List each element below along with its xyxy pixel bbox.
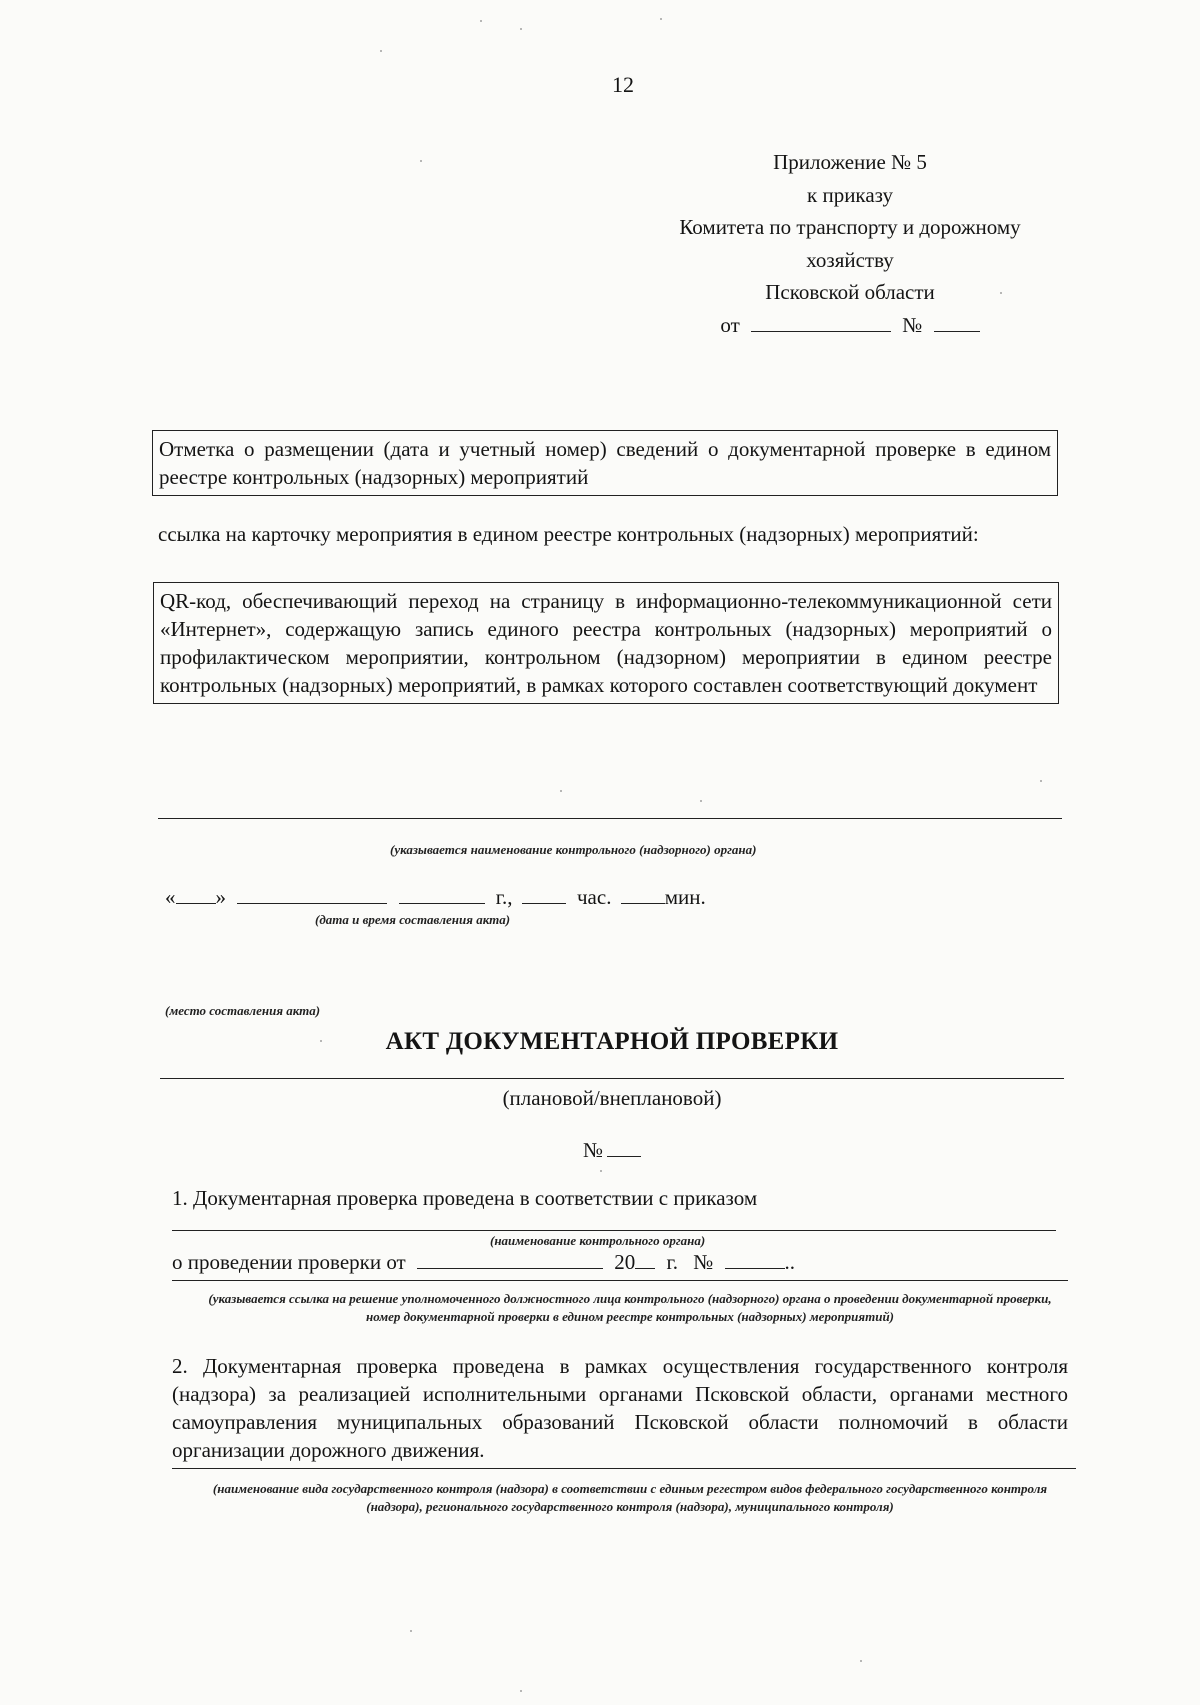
- paragraph-2: 2. Документарная проверка проведена в рамках осуществления государственного контроля (надзора) за реализацией исполнительными органами Псковской области, органами местного самоуправления муниципальных образований Псковской области полномочий в области организации дорожного движения.: [172, 1354, 1068, 1462]
- number-sign: №: [902, 312, 923, 337]
- from-label: от: [720, 312, 740, 337]
- p1-year-blank: [635, 1250, 655, 1269]
- appendix-line: к приказу: [807, 182, 893, 207]
- appendix-header: [640, 146, 1060, 341]
- scan-speck: [410, 1630, 412, 1632]
- month-blank: [237, 885, 387, 904]
- scan-speck: [560, 790, 562, 792]
- page-number: 12: [612, 72, 634, 97]
- scan-speck: [420, 160, 422, 162]
- p1-year-prefix: 20: [614, 1250, 636, 1274]
- open-quote: «: [165, 885, 176, 909]
- scan-speck: [520, 28, 522, 30]
- year-blank: [399, 885, 485, 904]
- scan-speck: [1040, 780, 1042, 782]
- year-label: г.,: [495, 885, 513, 909]
- registry-mark-box: Отметка о размещении (дата и учетный номер) сведений о документарной проверке в едином реестре контрольных (надзорных) мероприятий: [152, 430, 1058, 496]
- scan-speck: [1000, 292, 1002, 294]
- scan-speck: [660, 18, 662, 20]
- close-quote: »: [215, 885, 226, 909]
- p1-organ-hint: (наименование контрольного органа): [490, 1233, 706, 1248]
- p1-end: ..: [784, 1250, 796, 1274]
- place-hint: (место составления акта): [165, 1003, 321, 1018]
- appendix-line: Комитета по транспорту и дорожному: [679, 215, 1021, 239]
- scan-speck: [860, 1660, 862, 1662]
- p1-prefix: о проведении проверки от: [172, 1250, 406, 1274]
- p1-ref-line: [172, 1280, 1068, 1281]
- p2-kind-line: [172, 1468, 1076, 1469]
- act-title: АКТ ДОКУМЕНТАРНОЙ ПРОВЕРКИ: [385, 1028, 839, 1055]
- title-line: [160, 1078, 1064, 1079]
- scan-speck: [600, 1170, 602, 1172]
- day-blank: [176, 885, 216, 904]
- date-time-line: [165, 885, 706, 910]
- p1-number-sign: №: [693, 1250, 714, 1274]
- p1-date-blank: [417, 1250, 603, 1269]
- p2-kind-hint: (наименование вида государственного контроля (надзора) в соответствии с единым регестром видов федерального государственного контроля (надзора), регионального государственного контроля (надзора), муниципального контроля): [212, 1481, 1048, 1514]
- minutes-label: мин.: [664, 885, 706, 909]
- order-number-blank: [934, 313, 980, 332]
- scan-speck: [700, 800, 702, 802]
- act-type: (плановой/внеплановой): [502, 1086, 722, 1110]
- act-number: [160, 1138, 1064, 1163]
- qr-code-box: QR-код, обеспечивающий переход на страницу в информационно-телекоммуникационной сети «Интернет», содержащую запись единого реестра контрольных (надзорных) мероприятий о профилактическом мероприятии, контрольном (надзорном) мероприятии в едином реестре контрольных (надзорных) мероприятий, в рамках которого составлен соответствующий документ: [153, 582, 1059, 704]
- date-time-hint: (дата и время составления акта): [315, 912, 511, 927]
- scan-speck: [480, 20, 482, 22]
- paragraph-1-line1: 1. Документарная проверка проведена в соответствии с приказом: [172, 1186, 758, 1210]
- scan-speck: [380, 50, 382, 52]
- scan-speck: [320, 1040, 322, 1042]
- appendix-line: хозяйству: [806, 247, 894, 272]
- order-date-blank: [751, 313, 891, 332]
- minutes-blank: [621, 885, 665, 904]
- appendix-line: Псковской области: [765, 280, 935, 304]
- number-sign: №: [582, 1138, 604, 1162]
- p1-number-blank: [725, 1250, 785, 1269]
- act-number-blank: [607, 1138, 641, 1157]
- p1-year-suffix: г.: [666, 1250, 678, 1274]
- organ-name-line: [158, 818, 1062, 819]
- registry-link-text: ссылка на карточку мероприятия в едином реестре контрольных (надзорных) мероприятий:: [158, 522, 979, 546]
- hours-blank: [522, 885, 566, 904]
- appendix-line: Приложение № 5: [773, 150, 927, 174]
- p1-organ-line: [172, 1230, 1056, 1231]
- p1-ref-hint: (указывается ссылка на решение уполномоченного должностного лица контрольного (надзорного) органа о проведении документарной проверки, номер документарной проверки в едином реестре контрольных (надзорных) мероприятий): [208, 1291, 1052, 1324]
- scan-speck: [520, 1690, 522, 1692]
- organ-name-hint: (указывается наименование контрольного (надзорного) органа): [390, 842, 757, 857]
- paragraph-1-line2: [172, 1250, 795, 1275]
- appendix-date-line: [640, 309, 1060, 342]
- hours-label: час.: [577, 885, 612, 909]
